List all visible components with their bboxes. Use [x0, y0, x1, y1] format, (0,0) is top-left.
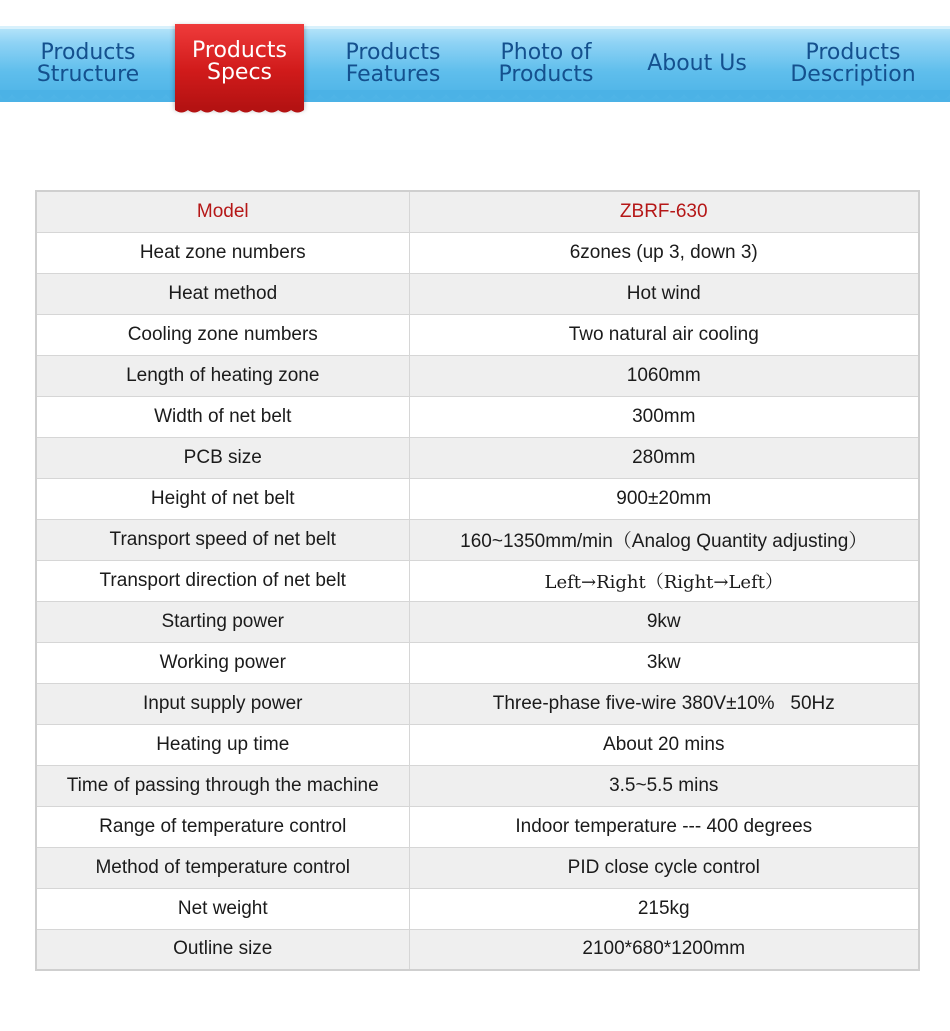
spec-label: Time of passing through the machine	[36, 765, 409, 806]
nav-photo-of-products[interactable]: Photo of Products	[498, 40, 594, 87]
spec-value: 160~1350mm/min（Analog Quantity adjusting）	[409, 519, 919, 560]
nav-products-structure[interactable]: Products Structure	[36, 40, 140, 87]
nav-products-specs[interactable]: Products Specs	[175, 24, 304, 108]
spec-value: 280mm	[409, 437, 919, 478]
table-row	[36, 806, 919, 847]
spec-label: Length of heating zone	[36, 355, 409, 396]
table-row	[36, 519, 919, 560]
table-row	[36, 724, 919, 765]
table-row	[36, 273, 919, 314]
spec-label: Starting power	[36, 601, 409, 642]
table-row	[36, 601, 919, 642]
spec-value: About 20 mins	[409, 724, 919, 765]
spec-value: 6zones (up 3, down 3)	[409, 232, 919, 273]
spec-label: Height of net belt	[36, 478, 409, 519]
spec-label: Input supply power	[36, 683, 409, 724]
table-row	[36, 683, 919, 724]
spec-value: 300mm	[409, 396, 919, 437]
table-row	[36, 847, 919, 888]
spec-label: Transport direction of net belt	[36, 560, 409, 601]
table-row	[36, 314, 919, 355]
spec-label: Transport speed of net belt	[36, 519, 409, 560]
spec-label: Width of net belt	[36, 396, 409, 437]
spec-label: PCB size	[36, 437, 409, 478]
spec-table	[35, 190, 920, 971]
spec-value: Three-phase five-wire 380V±10% 50Hz	[409, 683, 919, 724]
table-row	[36, 929, 919, 970]
nav-products-features[interactable]: Products Features	[345, 40, 441, 87]
spec-label: Heat method	[36, 273, 409, 314]
table-row	[36, 642, 919, 683]
spec-value: Hot wind	[409, 273, 919, 314]
spec-label: Working power	[36, 642, 409, 683]
spec-header-label: Model	[36, 191, 409, 232]
table-row	[36, 560, 919, 601]
spec-value: 1060mm	[409, 355, 919, 396]
spec-value: 3.5~5.5 mins	[409, 765, 919, 806]
table-row	[36, 888, 919, 929]
active-tab-scallop	[175, 108, 304, 114]
spec-table-header-row	[36, 191, 919, 232]
spec-value: Two natural air cooling	[409, 314, 919, 355]
spec-header-value: ZBRF-630	[409, 191, 919, 232]
table-row	[36, 765, 919, 806]
table-row	[36, 232, 919, 273]
nav-about-us[interactable]: About Us	[647, 51, 747, 76]
spec-value: Left→Right（Right→Left）	[409, 560, 919, 601]
nav-products-description[interactable]: Products Description	[790, 40, 916, 87]
spec-value: 3kw	[409, 642, 919, 683]
spec-label: Heat zone numbers	[36, 232, 409, 273]
spec-label: Range of temperature control	[36, 806, 409, 847]
spec-label: Method of temperature control	[36, 847, 409, 888]
spec-value: 9kw	[409, 601, 919, 642]
spec-value: 900±20mm	[409, 478, 919, 519]
spec-value: PID close cycle control	[409, 847, 919, 888]
spec-label: Cooling zone numbers	[36, 314, 409, 355]
spec-value: Indoor temperature --- 400 degrees	[409, 806, 919, 847]
table-row	[36, 478, 919, 519]
table-row	[36, 437, 919, 478]
spec-label: Heating up time	[36, 724, 409, 765]
nav-menu	[0, 26, 950, 102]
spec-value: 2100*680*1200mm	[409, 929, 919, 970]
table-row	[36, 396, 919, 437]
table-row	[36, 355, 919, 396]
spec-value: 215kg	[409, 888, 919, 929]
spec-label: Net weight	[36, 888, 409, 929]
spec-label: Outline size	[36, 929, 409, 970]
